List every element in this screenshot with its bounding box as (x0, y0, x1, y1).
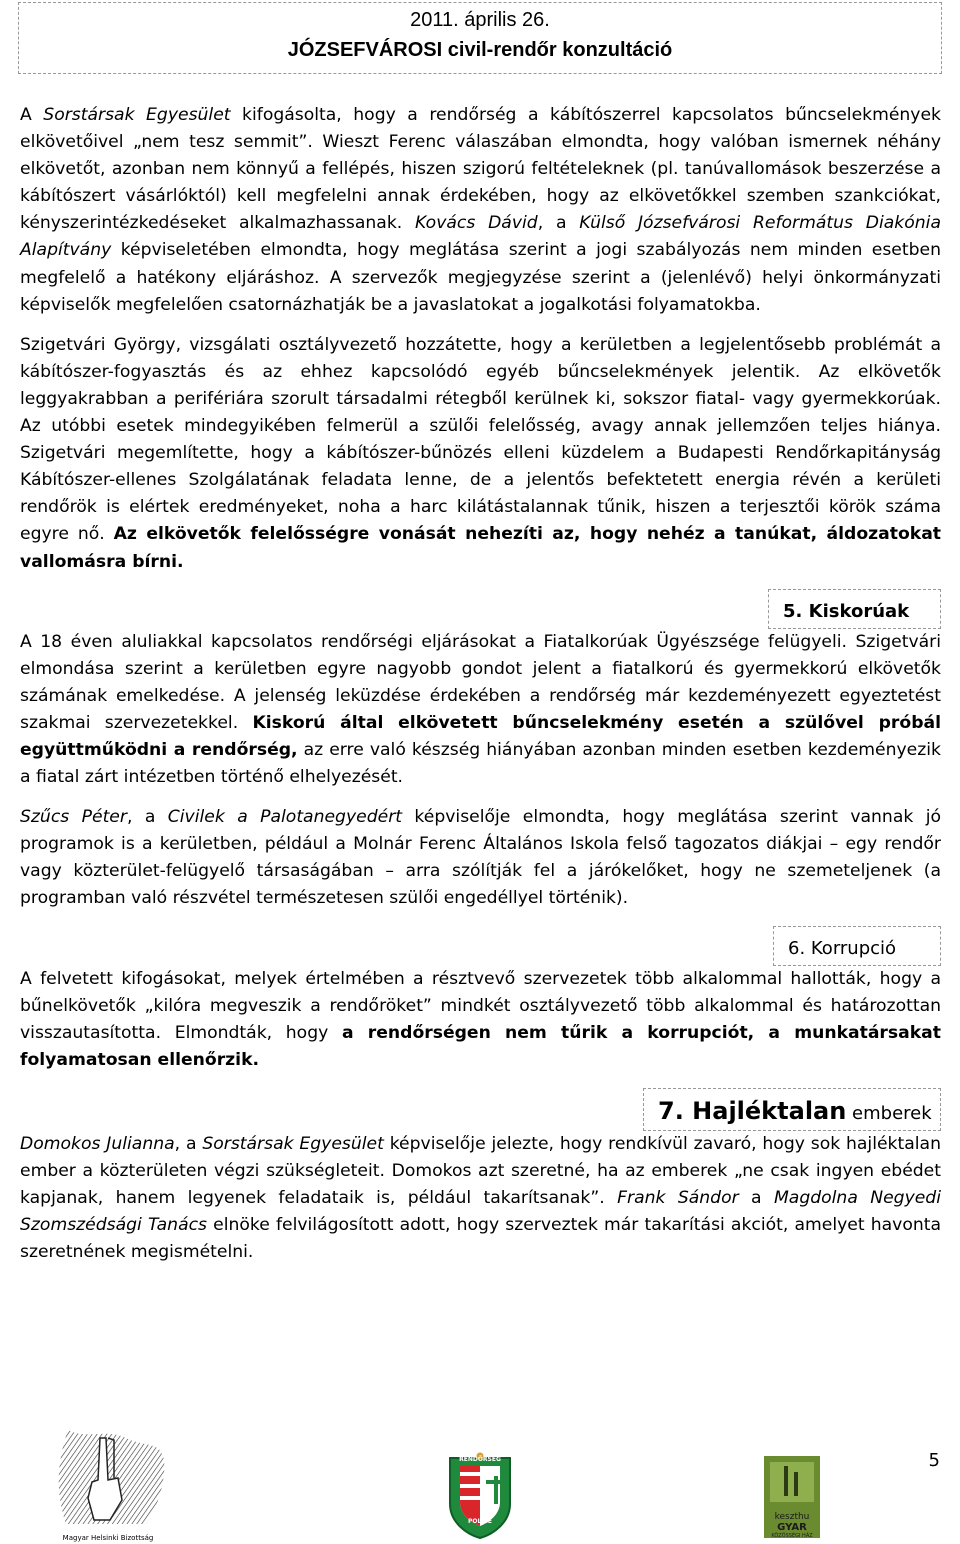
org-name: Külső Józsefvárosi Református Diakónia Alapítvány (20, 213, 941, 261)
police-bottom-text: POLICE (467, 1518, 493, 1525)
police-top-text: RENDŐRSÉG (459, 1456, 501, 1463)
paragraph-homeless: Domokos Julianna, a Sorstársak Egyesület képviselője jelezte, hogy rendkívül zavaró, hogy sok hajléktalan ember a közterületen végzi szükségleteit. Domokos azt szeretné, ha az emberek „ne csak ingyen ebédet kapjanak, hanem legyenek feladataik is, például takarítsanak”. Frank Sándor a Magdolna Negyedi Szomszédsági Tanács elnöke felvilágosított adott, hogy szerveztek már takarítási akciót, amelyet havonta szeretnének megismételni. (20, 1133, 941, 1263)
logo-caption: Magyar Helsinki Bizottság (62, 1534, 154, 1542)
logo-line-1: keszthu (774, 1512, 810, 1522)
police-shield-icon (446, 1452, 514, 1540)
org-name: Sorstársak Egyesület (43, 105, 231, 125)
page-number: 5 (928, 1450, 940, 1471)
person-name: Domokos Julianna (20, 1133, 175, 1154)
page-header (18, 2, 942, 74)
section-title: 6. Korrupció (773, 926, 941, 966)
paragraph-minors-1: A 18 éven aluliakkal kapcsolatos rendőrségi eljárásokat a Fiatalkorúak Ügyészsége felügyeli. Szigetvári elmondása szerint a kerületben egyre nagyobb gondot jelent a fiatalkorú és gyermekkorú elkövetők számának emelkedése. A jelenség leküzdése érdekében a rendőrség már kezdeményezett egyeztetést szakmai szervezetekkel. Kiskorú által elkövetett bűncselekmény esetén a szülővel próbál együttműködni a rendőrség, az erre való készség hiányában azonban minden esetben kezdeményezik a fiatal zárt intézetben történő elhelyezését. (20, 631, 941, 788)
document-body (20, 102, 941, 1279)
section-heading-7 (20, 1088, 941, 1131)
paragraph-corruption: A felvetett kifogásokat, melyek értelmében a résztvevő szervezetek több alkalommal hallották, hogy a bűnelkövetők „kilóra megveszik a rendőröket” mindkét osztályvezető több alkalommal és határozottan visszautasította. Elmondták, hogy a rendőrségen nem tűrik a korrupciót, a munkatársakat folyamatosan ellenőrzik. (20, 968, 941, 1070)
hand-icon (48, 1420, 168, 1528)
section-title: 5. Kiskorúak (768, 589, 941, 629)
paragraph-minors-2: Szűcs Péter, a Civilek a Palotanegyedért képviselője elmondta, hogy meglátása szerint vannak jó programok is a kerületben, például a Molnár Ferenc Általános Iskola felső tagozatos diákjai – egy rendőr vagy közterület-felügyelő társaságában – arra szólítják fel a járókelőket, hogy ne szemeteljenek (a programban való részvétel természetesen szülői engedéllyel történik). (20, 807, 942, 909)
paragraph-drugs-2: Szigetvári György, vizsgálati osztályvezető hozzátette, hogy a kerületben a legjelentősebb problémát a kábítószer-fogyasztás és az ehhez kapcsolódó egyéb bűncselekmények jelentik. Az elkövetők leggyakrabban a perifériára szorult társadalmi rétegből kerülnek ki, sokszor fiatal- vagy gyermekkorúak. Az utóbbi esetek mindegyikében felmerül a szülői felelősség, avagy annak jellemzően teljes hiánya. Szigetvári megemlítette, hogy a kábítószer-bűnözés elleni küzdelem a Budapesti Rendőrkapitányság Kábítószer-ellenes Szolgálatának feladata lenne, de a jelentős befektetett energia révén a kerületi rendőrök is elértek eredményeket, noha a harc kilátástalannak tűnik, hiszen a terjesztői körök száma egyre nő. Az elkövetők felelősségre vonását nehezíti az, hogy nehéz a tanúkat, áldozatokat vallomásra bírni. (20, 334, 942, 572)
section-title: 7. Hajléktalan emberek (643, 1088, 941, 1131)
person-name: Frank Sándor (617, 1188, 739, 1209)
kesztyugyar-logo (764, 1456, 820, 1538)
org-name: Magdolna Negyedi Szomszédsági Tanács (20, 1188, 941, 1236)
building-icon (764, 1456, 820, 1508)
paragraph-drugs-1: A Sorstársak Egyesület kifogásolta, hogy a rendőrség a kábítószerrel kapcsolatos bűncselekmények elkövetőivel „nem tesz semmit”. Wieszt Ferenc válaszában elmondta, hogy valóban ismernek néhány elkövetőt, azonban nem könnyű a fellépés, hiszen szigorú feltételeknek (pl. tanúvallomások beszerzése a kábítószert vásárlóktól) kell megfelelni annak érdekében, hogy az elkövetőkkel szemben szankciókat, kényszerintézkedéseket alkalmazhassanak. Kovács Dávid, a Külső Józsefvárosi Református Diakónia Alapítvány képviseletében elmondta, hogy meglátása szerint a jogi szabályozás nem minden esetben megfelelő a hatékony eljáráshoz. A szervezők megjegyzése szerint a (jelenlévő) helyi önkormányzati képviselők megfelelően csatornázhatják be a javaslatokat a jogalkotási folyamatokba. (20, 105, 942, 315)
org-name: Civilek a Palotanegyedért (167, 807, 403, 828)
org-name: Sorstársak Egyesület (202, 1133, 384, 1154)
police-shield-logo (446, 1452, 514, 1540)
person-name: Kovács Dávid (415, 213, 538, 234)
logo-line-2: GYAR (777, 1522, 807, 1533)
helsinki-committee-logo (48, 1420, 168, 1542)
section-heading-5 (20, 589, 941, 629)
header-date: 2011. április 26. (410, 9, 550, 31)
bold-statement: a rendőrségen nem tűrik a korrupciót, a munkatársakat folyamatosan ellenőrzik. (20, 1022, 941, 1070)
header-title: JÓZSEFVÁROSI civil-rendőr konzultáció (287, 39, 673, 61)
bold-statement: Kiskorú által elkövetett bűncselekmény esetén a szülővel próbál együttműködni a rendőrség, (20, 712, 941, 760)
bold-statement: Az elkövetők felelősségre vonását nehezíti az, hogy nehéz a tanúkat, áldozatokat vallomásra bírni. (20, 524, 942, 572)
person-name: Szűcs Péter (20, 807, 127, 828)
section-heading-6 (20, 926, 941, 966)
logo-line-3: KÖZÖSSÉGI HÁZ (771, 1533, 813, 1539)
